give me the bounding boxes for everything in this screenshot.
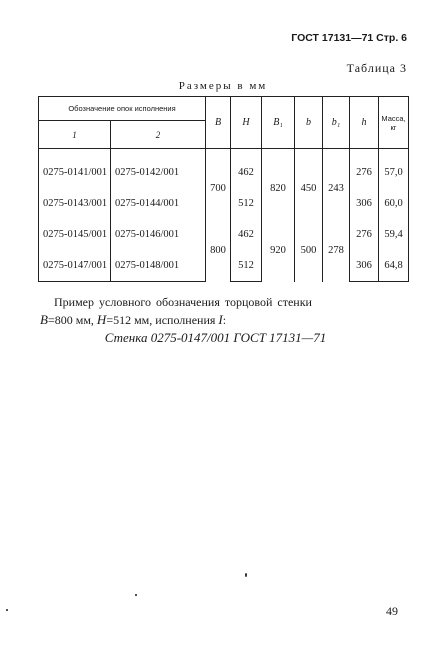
cell-H: 512 xyxy=(231,188,262,219)
col-header-H: H xyxy=(231,97,262,149)
cell-B1: 820 xyxy=(262,157,295,219)
col-header-mass: Масса, кг xyxy=(379,97,409,149)
table-row xyxy=(39,219,409,250)
col-number-1: 1 xyxy=(39,121,111,149)
cell-B: 700 xyxy=(206,157,231,219)
col-header-h: h xyxy=(350,97,379,149)
cell-designation-1: 0275-0143/001 xyxy=(39,188,111,219)
cell-designation-2: 0275-0146/001 xyxy=(111,219,206,250)
cell-H: 462 xyxy=(231,157,262,188)
group-header: Обозначение опок исполнения xyxy=(39,97,206,121)
cell-designation-2: 0275-0148/001 xyxy=(111,250,206,282)
cell-designation-2: 0275-0144/001 xyxy=(111,188,206,219)
cell-mass: 64,8 xyxy=(379,250,409,282)
value-H: =512 мм, исполнения xyxy=(106,313,219,327)
cell-h: 276 xyxy=(350,219,379,250)
col-header-b: b xyxy=(295,97,323,149)
punctuation: : xyxy=(222,313,227,327)
cell-b1: 243 xyxy=(323,157,350,219)
page-header: ГОСТ 17131—71 Стр. 6 xyxy=(291,32,407,44)
symbol-H: H xyxy=(96,312,107,327)
scan-speck xyxy=(6,609,8,611)
example-designation: Стенка 0275-0147/001 ГОСТ 17131—71 xyxy=(104,330,327,345)
units-caption: Размеры в мм xyxy=(178,80,268,92)
cell-h: 306 xyxy=(350,188,379,219)
example-intro: Пример условного обозначения торцовой стенки xyxy=(54,295,312,309)
cell-designation-1: 0275-0141/001 xyxy=(39,157,111,188)
cell-mass: 57,0 xyxy=(379,157,409,188)
col-header-B: B xyxy=(206,97,231,149)
scan-speck xyxy=(245,573,247,577)
value-B: =800 мм, xyxy=(47,313,97,327)
table-label: Таблица 3 xyxy=(346,61,407,75)
cell-designation-2: 0275-0142/001 xyxy=(111,157,206,188)
dimensions-table xyxy=(38,96,409,282)
cell-B1: 920 xyxy=(262,219,295,282)
cell-designation-1: 0275-0145/001 xyxy=(39,219,111,250)
example-params xyxy=(40,312,226,328)
cell-mass: 59,4 xyxy=(379,219,409,250)
cell-h: 306 xyxy=(350,250,379,282)
variant-number: I xyxy=(218,312,223,327)
cell-mass: 60,0 xyxy=(379,188,409,219)
cell-b: 500 xyxy=(295,219,323,282)
cell-H: 462 xyxy=(231,219,262,250)
cell-b: 450 xyxy=(295,157,323,219)
cell-h: 276 xyxy=(350,157,379,188)
table-row xyxy=(39,157,409,188)
col-header-B1: B₁ xyxy=(262,97,295,149)
page-number: 49 xyxy=(386,604,398,618)
col-number-2: 2 xyxy=(111,121,206,149)
cell-b1: 278 xyxy=(323,219,350,282)
cell-H: 512 xyxy=(231,250,262,282)
cell-designation-1: 0275-0147/001 xyxy=(39,250,111,282)
scan-speck xyxy=(135,594,137,596)
cell-B: 800 xyxy=(206,219,231,282)
symbol-B: B xyxy=(40,312,48,327)
col-header-b1: b₁ xyxy=(323,97,350,149)
